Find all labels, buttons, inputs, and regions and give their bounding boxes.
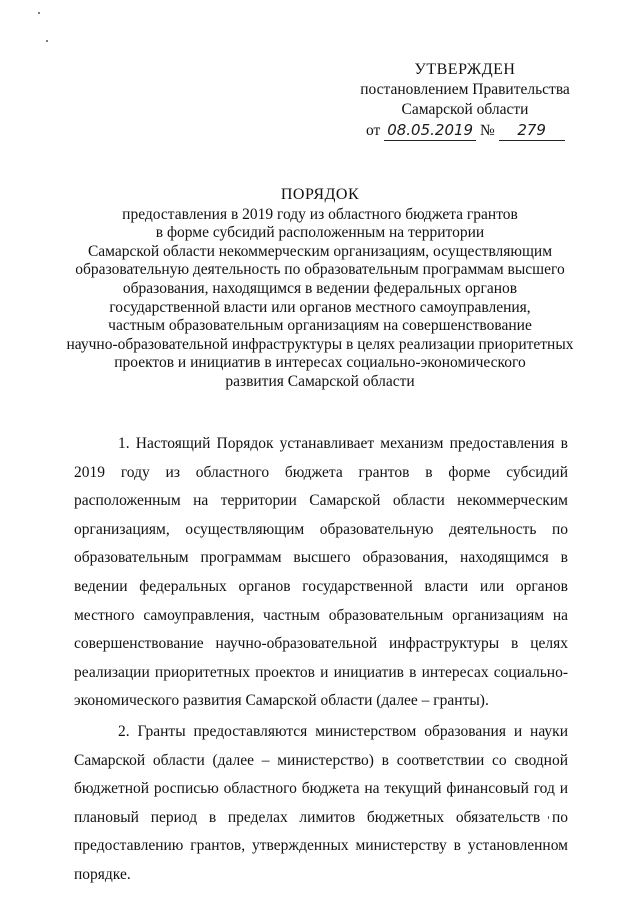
title-line: предоставления в 2019 году из областного бюджета грантов	[122, 205, 518, 223]
document-title	[60, 186, 580, 392]
title-line: Самарской области некоммерческим организациям, осуществляющим	[87, 242, 553, 260]
approval-date-line	[350, 120, 580, 141]
number-label: №	[479, 122, 495, 139]
title-line: в форме субсидий расположенным на территории	[155, 224, 485, 242]
paragraph-1: 1. Настоящий Порядок устанавливает механизм предоставления в 2019 году из областного бюджета грантов в форме субсидий расположенным на территории Самарской области некоммерческим организациям, осуществляющим образовательную деятельность по образовательным программам высшего образования, находящимся в ведении федеральных органов государственной власти или органов местного самоуправления, частным образовательным организациям на совершенствование научно-образовательной инфраструктуры в целях реализации приоритетных проектов и инициатив в интересах социально-экономического развития Самарской области (далее – гранты).	[74, 435, 568, 710]
title-line: государственной власти или органов местного самоуправления,	[109, 298, 531, 316]
handwritten-date: 08.05.2019	[384, 120, 476, 141]
approval-line-1: постановлением Правительства	[360, 81, 570, 98]
scan-speck	[46, 40, 48, 42]
title-line: развития Самарской области	[225, 372, 415, 390]
scan-speck	[38, 12, 40, 14]
title-line: частным образовательным организациям на совершенствование	[108, 317, 532, 335]
title-line: образования, находящимся в ведении федеральных органов	[122, 279, 518, 297]
approval-line-2: Самарской области	[401, 101, 529, 118]
title-line: образовательную деятельность по образовательным программам высшего	[75, 261, 565, 279]
document-body	[74, 430, 568, 890]
title-line: проектов и инициатив в интересах социально-экономического	[114, 354, 526, 372]
approval-heading: УТВЕРЖДЕН	[414, 61, 516, 78]
date-prefix: от	[366, 122, 381, 139]
title-line: научно-образовательной инфраструктуры в целях реализации приоритетных	[66, 335, 574, 353]
title-heading: ПОРЯДОК	[280, 186, 360, 203]
handwritten-number: 279	[499, 120, 565, 141]
approval-stamp	[350, 60, 580, 141]
paragraph-2: 2. Гранты предоставляются министерством образования и науки Самарской области (далее – министерство) в соответствии со сводной бюджетной росписью областного бюджета на текущий финансовый год и плановый период в пределах лимитов бюджетных обязательств по предоставлению грантов, утвержденных министерству в установленном порядке.	[74, 722, 568, 883]
